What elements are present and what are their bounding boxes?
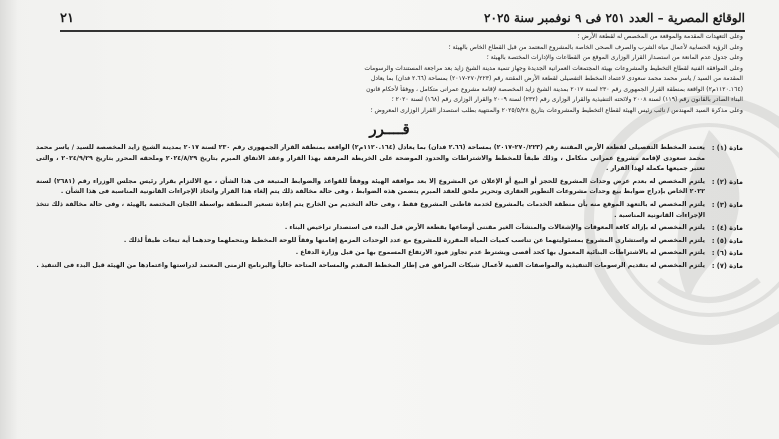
decree-heading: قــــرر [369, 120, 410, 138]
document-body [36, 32, 743, 274]
article-1 [36, 143, 743, 175]
page-number: ٢١ [60, 10, 74, 26]
article-text: يلتزم المخصص له بالاشتراطات البنائية المعمول بها كحد أقصى ويشترط عدم تجاوز قيود الارتفاع المسموح بها من قبل وزارة الدفاع . [295, 249, 705, 257]
preamble-line: وعلى الموافقة الفنية لقطاع التخطيط والمشروعات بهيئة المجتمعات العمرانية الجديدة وجهاز تنمية مدينة الشيخ زايد بعد مراجعة المستندات والرسومات [364, 64, 743, 72]
preamble-line: وعلى الرؤية الحسابية لأعمال مياه الشرب والصرف الصحى الخاصة بالمشروع المعتمد من قبل القطاع الخاص بالهيئة ؛ [448, 43, 743, 51]
article-label: مادة (٢) : [711, 177, 743, 186]
article-label: مادة (٥) : [711, 236, 743, 245]
article-text: يلتزم المخصص له بإزالة كافة المعوقات والإشغالات والمنشآت الغير مقننى أوضاعها بقطعة الأرض قبل البدء فى استصدار تراخيص البناء . [284, 224, 705, 232]
page-edge-shadow [0, 0, 18, 439]
preamble-section [36, 32, 743, 116]
preamble-line: وعلى جدول عدم المانعة من استصدار القرار الوزارى الموقع من القطاعات والإدارات المختصة بالهيئة ؛ [486, 54, 743, 61]
preamble-line: البناء الصادر بالقانون رقم (١١٩) لسنة ٢٠٠٨ ولائحته التنفيذية والقرار الوزارى رقم (٢٣٢) لسنة ٢٠٠٩ والقرار الوزارى رقم (١٦٨) لسنة ٢٠٢٠ ؛ [391, 96, 743, 103]
article-3 [36, 200, 743, 221]
article-text: يلتزم المخصص له واستشارى المشروع بمسئوليتهما عن تناسب كميات المياه المقررة للمشروع مع عدد الوحدات المزمع إقامتها وفقاً للوحة المخطط وبتحملهما وحدهما أية تبعات طبقاً لذلك . [123, 236, 705, 244]
preamble-line: (١١٢٠.١٦٤م٢) الواقعة بمنطقة القرار الجمهورى رقم ٢٣٠ لسنة ٢٠١٧ بمدينة الشيخ زايد المخصصة لإقامة مشروع عمرانى متكامل ، ووفقاً لأحكام قانون [366, 85, 743, 93]
article-2 [36, 177, 743, 198]
article-text: يلتزم المخصص له بعدم عرض وحدات المشروع للحجز أو البيع أو الإعلان عن المشروع إلا بعد موافقة الهيئة ووفقاً للقواعد والضوابط المتبعة فى هذا الشأن ، مع الالتزام بقرار رئيس مجلس الوزراء رقم (٢٦٨١) لسنة ٢٠٢٢ الخاص بإدراج ضوابط بيع وحدات مشروعات التطوير العقارى وتحرير ملحق للعقد المبرم يتضمن هذه الضوابط ، وفى حالة مخالفة ذلك يتم إلغاء هذا القرار واتخاذ الإجراءات القانونية المناسبة فى هذا الشأن . [36, 177, 706, 196]
article-7 [36, 261, 743, 272]
preamble-line: المقدمة من السيد / ياسر محمد محمد سعودى لاعتماد المخطط التفصيلى لقطعة الأرض المقتنة رقم (٢٧٠/٢٢٣-٢٠١٧) بمساحة (٢.٦٦ فدان) بما يعادل [370, 75, 743, 82]
gazette-title: الوقائع المصرية – العدد ٢٥١ فى ٩ نوفمبر سنة ٢٠٢٥ [484, 11, 745, 25]
article-label: مادة (٣) : [711, 200, 743, 209]
page-header [60, 9, 745, 32]
article-text: يلتزم المخصص له بالتعهد الموقع منه بأن منطقة الخدمات بالمشروع لخدمة قاطنى المشروع فقط ، وفى حالة التخديم من الخارج يتم إعادة تسعير المنطقة بواسطة اللجان المختصة بالهيئة ، وفى حالة مخالفة ذلك تتخذ الإجراءات القانونية المناسبة . [36, 200, 705, 219]
article-6 [36, 248, 743, 259]
preamble-line: وعلى التعهدات المقدمة والموقعة من المخصص له لقطعة الأرض ؛ [577, 33, 743, 40]
article-text: يعتمد المخطط التفصيلى لقطعة الأرض المقتنة رقم (٢٧٠/٢٢٣-٢٠١٧) بمساحة (٢.٦٦ فدان) بما يعادل (١١٢٠.١٦٤م٢) الواقعة بمنطقة القرار الجمهورى رقم ٢٣٠ لسنة ٢٠١٧ بمدينة الشيخ زايد المخصصة للسيد / ياسر محمد محمد سعودى لإقامة مشروع عمرانى متكامل ، وذلك طبقاً للمخطط والاشتراطات والحدود الموضحة على الخريطة المرفقة بهذا القرار وعقد الاتفاق المبرم بتاريخ ٢٠٢٤/٨/٢٩ وملحقه المحرر بتاريخ ٢٠٢٤/٩/٢٩ ، والتى تعتبر جميعها مكملة لهذا القرار . [36, 144, 706, 173]
preamble-line: وعلى مذكرة السيد المهندس / نائب رئيس الهيئة لقطاع التخطيط والمشروعات بتاريخ ٢٠٢٥/٥/٢٨ والمنتهية بطلب استصدار القرار الوزارى المعروض ؛ [370, 106, 743, 114]
article-text: يلتزم المخصص له بتقديم الرسومات التنفيذية والمواصفات الفنية لأعمال شبكات المرافق فى إطار المخطط المقدم والمساحة المتاحة حالياً والبرنامج الزمنى المعتمد لدراستها واعتمادها من الهيئة قبل البدء فى التنفيذ . [36, 261, 705, 269]
article-label: مادة (٤) : [711, 224, 743, 233]
article-5 [36, 236, 743, 247]
article-label: مادة (٧) : [711, 261, 743, 270]
article-label: مادة (٦) : [711, 249, 743, 258]
article-label: مادة (١) : [711, 144, 743, 152]
article-4 [36, 223, 743, 234]
